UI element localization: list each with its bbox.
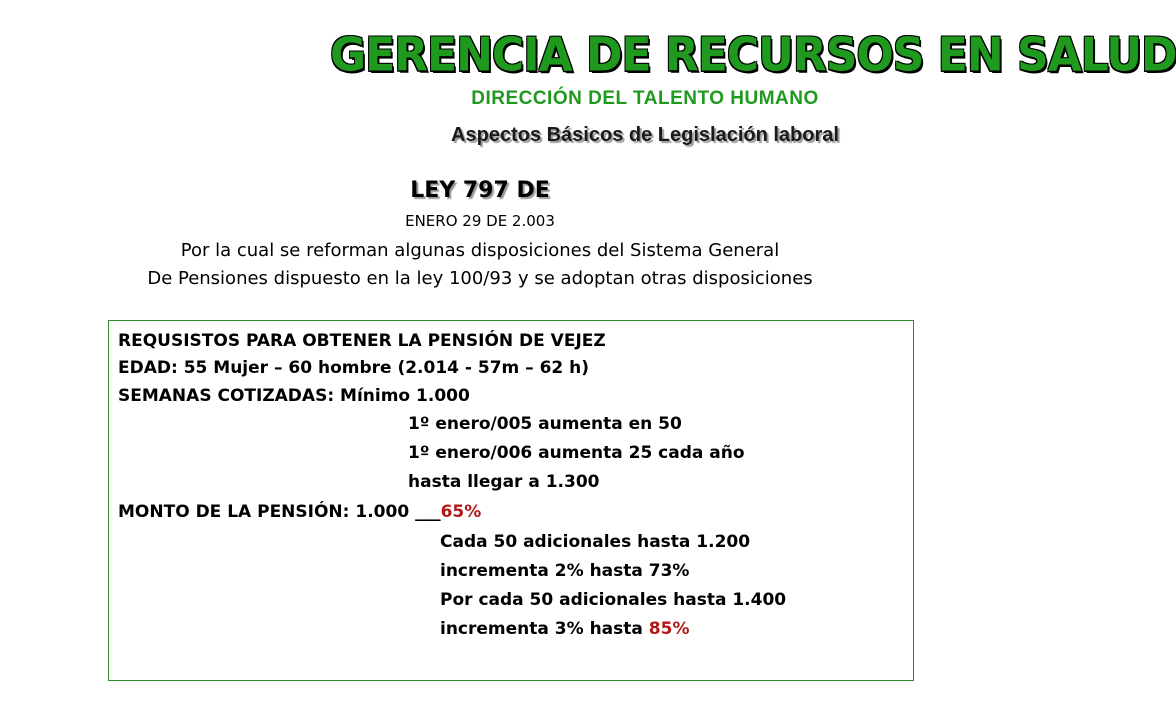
monto-line-5-percent: 85% — [648, 619, 690, 639]
edad-value: 55 Mujer – 60 hombre (2.014 - 57m – 62 h) — [177, 358, 590, 378]
section-title: Aspectos Básicos de Legislación laboral — [451, 124, 839, 146]
semanas-value: Mínimo 1.000 — [334, 386, 470, 406]
monto-line-3: incrementa 2% hasta 73% — [440, 561, 690, 581]
semanas-line-2: 1º enero/005 aumenta en 50 — [408, 414, 682, 434]
department-subtitle: DIRECCIÓN DEL TALENTO HUMANO — [471, 88, 819, 109]
law-description-line-1: Por la cual se reforman algunas disposiciones del Sistema General — [180, 240, 780, 261]
monto-value: 1.000 ___ — [349, 502, 441, 522]
semanas-row — [118, 383, 470, 409]
law-date: ENERO 29 DE 2.003 — [405, 212, 555, 230]
law-title: LEY 797 DE — [410, 178, 550, 203]
monto-label: MONTO DE LA PENSIÓN: — [118, 502, 350, 522]
monto-line-5 — [440, 616, 689, 642]
law-description-line-2: De Pensiones dispuesto en la ley 100/93 y se adoptan otras disposiciones — [147, 268, 813, 289]
edad-row — [118, 355, 589, 381]
semanas-line-3: 1º enero/006 aumenta 25 cada año — [408, 443, 745, 463]
monto-line-4: Por cada 50 adicionales hasta 1.400 — [440, 590, 787, 610]
requirements-heading: REQUSISTOS PARA OBTENER LA PENSIÓN DE VEJEZ — [118, 331, 606, 351]
monto-line-5-text: incrementa 3% hasta — [440, 619, 649, 639]
semanas-line-4: hasta llegar a 1.300 — [408, 472, 600, 492]
monto-row — [118, 499, 481, 525]
page-title: GERENCIA DE RECURSOS EN SALUD — [330, 28, 1176, 83]
semanas-label: SEMANAS COTIZADAS: — [118, 386, 335, 406]
edad-label: EDAD: — [118, 358, 178, 378]
monto-line-2: Cada 50 adicionales hasta 1.200 — [440, 532, 751, 552]
monto-percent: 65% — [440, 502, 482, 522]
